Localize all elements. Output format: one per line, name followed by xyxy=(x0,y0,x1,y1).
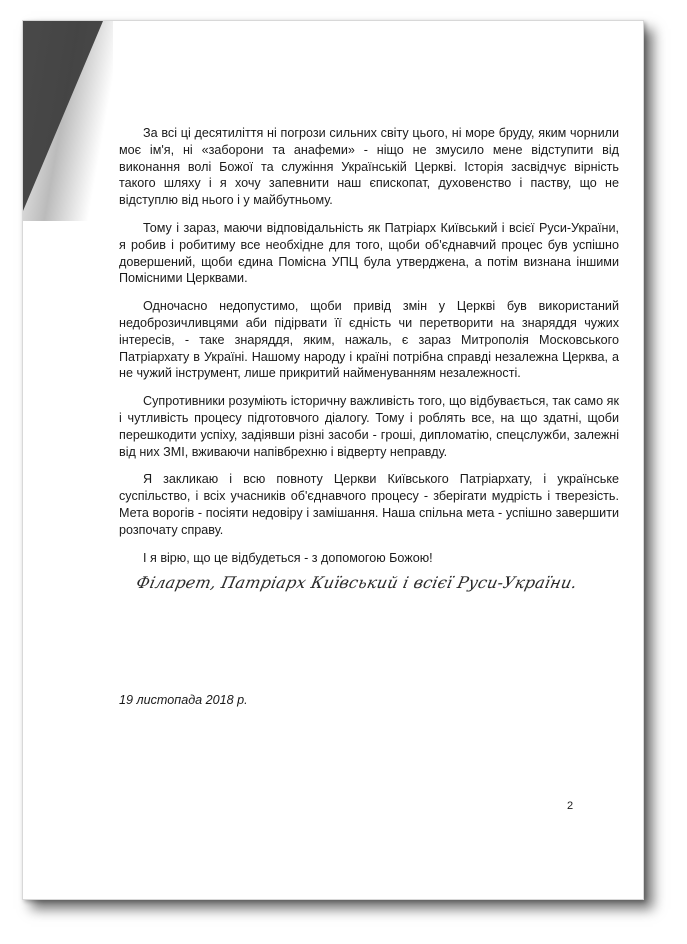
paragraph-1: За всі ці десятиліття ні погрози сильних світу цього, ні море бруду, яким чорнили моє ім'я, ні «заборони та анафеми» - ніщо не змусило мене відступити від виконання волі Божої та служіння Українській Церкві. Історія засвідчує вірність такого шляху і я хочу запевнити наш єпископат, духовенство і паству, що не відступлю від нього і у майбутньому. xyxy=(119,126,619,208)
letter-body xyxy=(119,125,619,577)
handwritten-signature: Філарет, Патріарх Київський і всієї Руси-України. xyxy=(134,573,579,592)
document-page xyxy=(22,20,644,900)
paragraph-4: Супротивники розуміють історичну важливість того, що відбувається, так само як і чутливість процесу підготовчого діалогу. Тому і роблять все, на що здатні, щоби перешкодити успіху, задіявши різні засоби - гроші, дипломатію, спецслужби, залежні від них ЗМІ, вживаючи напівбрехню і відверту неправду. xyxy=(119,394,619,459)
paragraph-3: Одночасно недопустимо, щоби привід змін у Церкві був використаний недоброзичливцями аби підірвати її єдність чи перетворити на знаряддя чужих інтересів, - таке знаряддя, яким, нажаль, є зараз Митрополія Московського Патріархату в Україні. Нашому народу і країні потрібна справді незалежна Церква, а не чужий інструмент, лише прикритий найменуванням незалежності. xyxy=(119,299,619,381)
paragraph-5: Я закликаю і всю повноту Церкви Київського Патріархату, і українське суспільство, і всіх учасників об'єднавчого процесу - зберігати мудрість і тверезість. Мета ворогів - посіяти недовіру і замішання. Наша спільна мета - успішно завершити розпочату справу. xyxy=(119,472,619,537)
paragraph-2: Тому і зараз, маючи відповідальність як Патріарх Київський і всієї Руси-України, я робив і робитиму все необхідне для того, щоби об'єднавчий процес був успішно довершений, щоби єдина Помісна УПЦ була утверджена, а потім визнана іншими Помісними Церквами. xyxy=(119,220,619,286)
document-date: 19 листопада 2018 р. xyxy=(119,693,248,707)
closing-line: І я вірю, що це відбудеться - з допомогою Божою! xyxy=(143,550,433,565)
scan-corner-shadow-fade xyxy=(23,21,113,221)
page-number: 2 xyxy=(567,800,574,812)
